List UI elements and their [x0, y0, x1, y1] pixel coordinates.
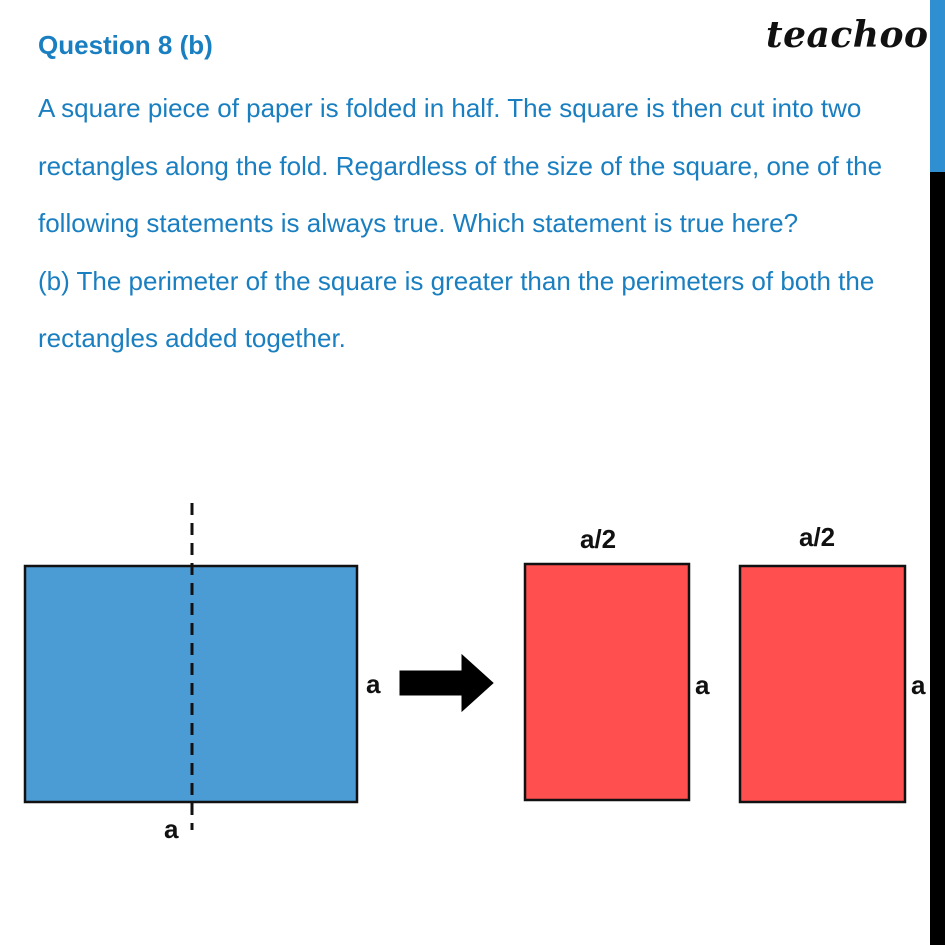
square-bottom-label: a [164, 814, 179, 844]
scrollbar-thumb[interactable] [930, 0, 945, 172]
rectangle-1-top-label: a/2 [580, 524, 617, 554]
right-arrow-icon [400, 655, 493, 711]
rectangle-2 [740, 566, 905, 802]
rectangle-2-top-label: a/2 [799, 522, 836, 552]
square-side-label: a [366, 669, 381, 699]
statement-b: (b) The perimeter of the square is greater than the perimeters of both the rectangles added together. [38, 265, 875, 353]
question-paragraph: A square piece of paper is folded in half. The square is then cut into two rectangles along the fold. Regardless of the size of the square, one of the following statements is always true. Which statement is true here? [38, 93, 883, 238]
rectangle-1 [525, 564, 689, 800]
teachoo-logo: teachoo [766, 14, 929, 56]
question-heading: Question 8 (b) [38, 30, 213, 60]
rectangle-2-side-label: a [911, 670, 926, 700]
vertical-scrollbar[interactable] [930, 0, 945, 945]
rectangle-1-side-label: a [695, 670, 710, 700]
